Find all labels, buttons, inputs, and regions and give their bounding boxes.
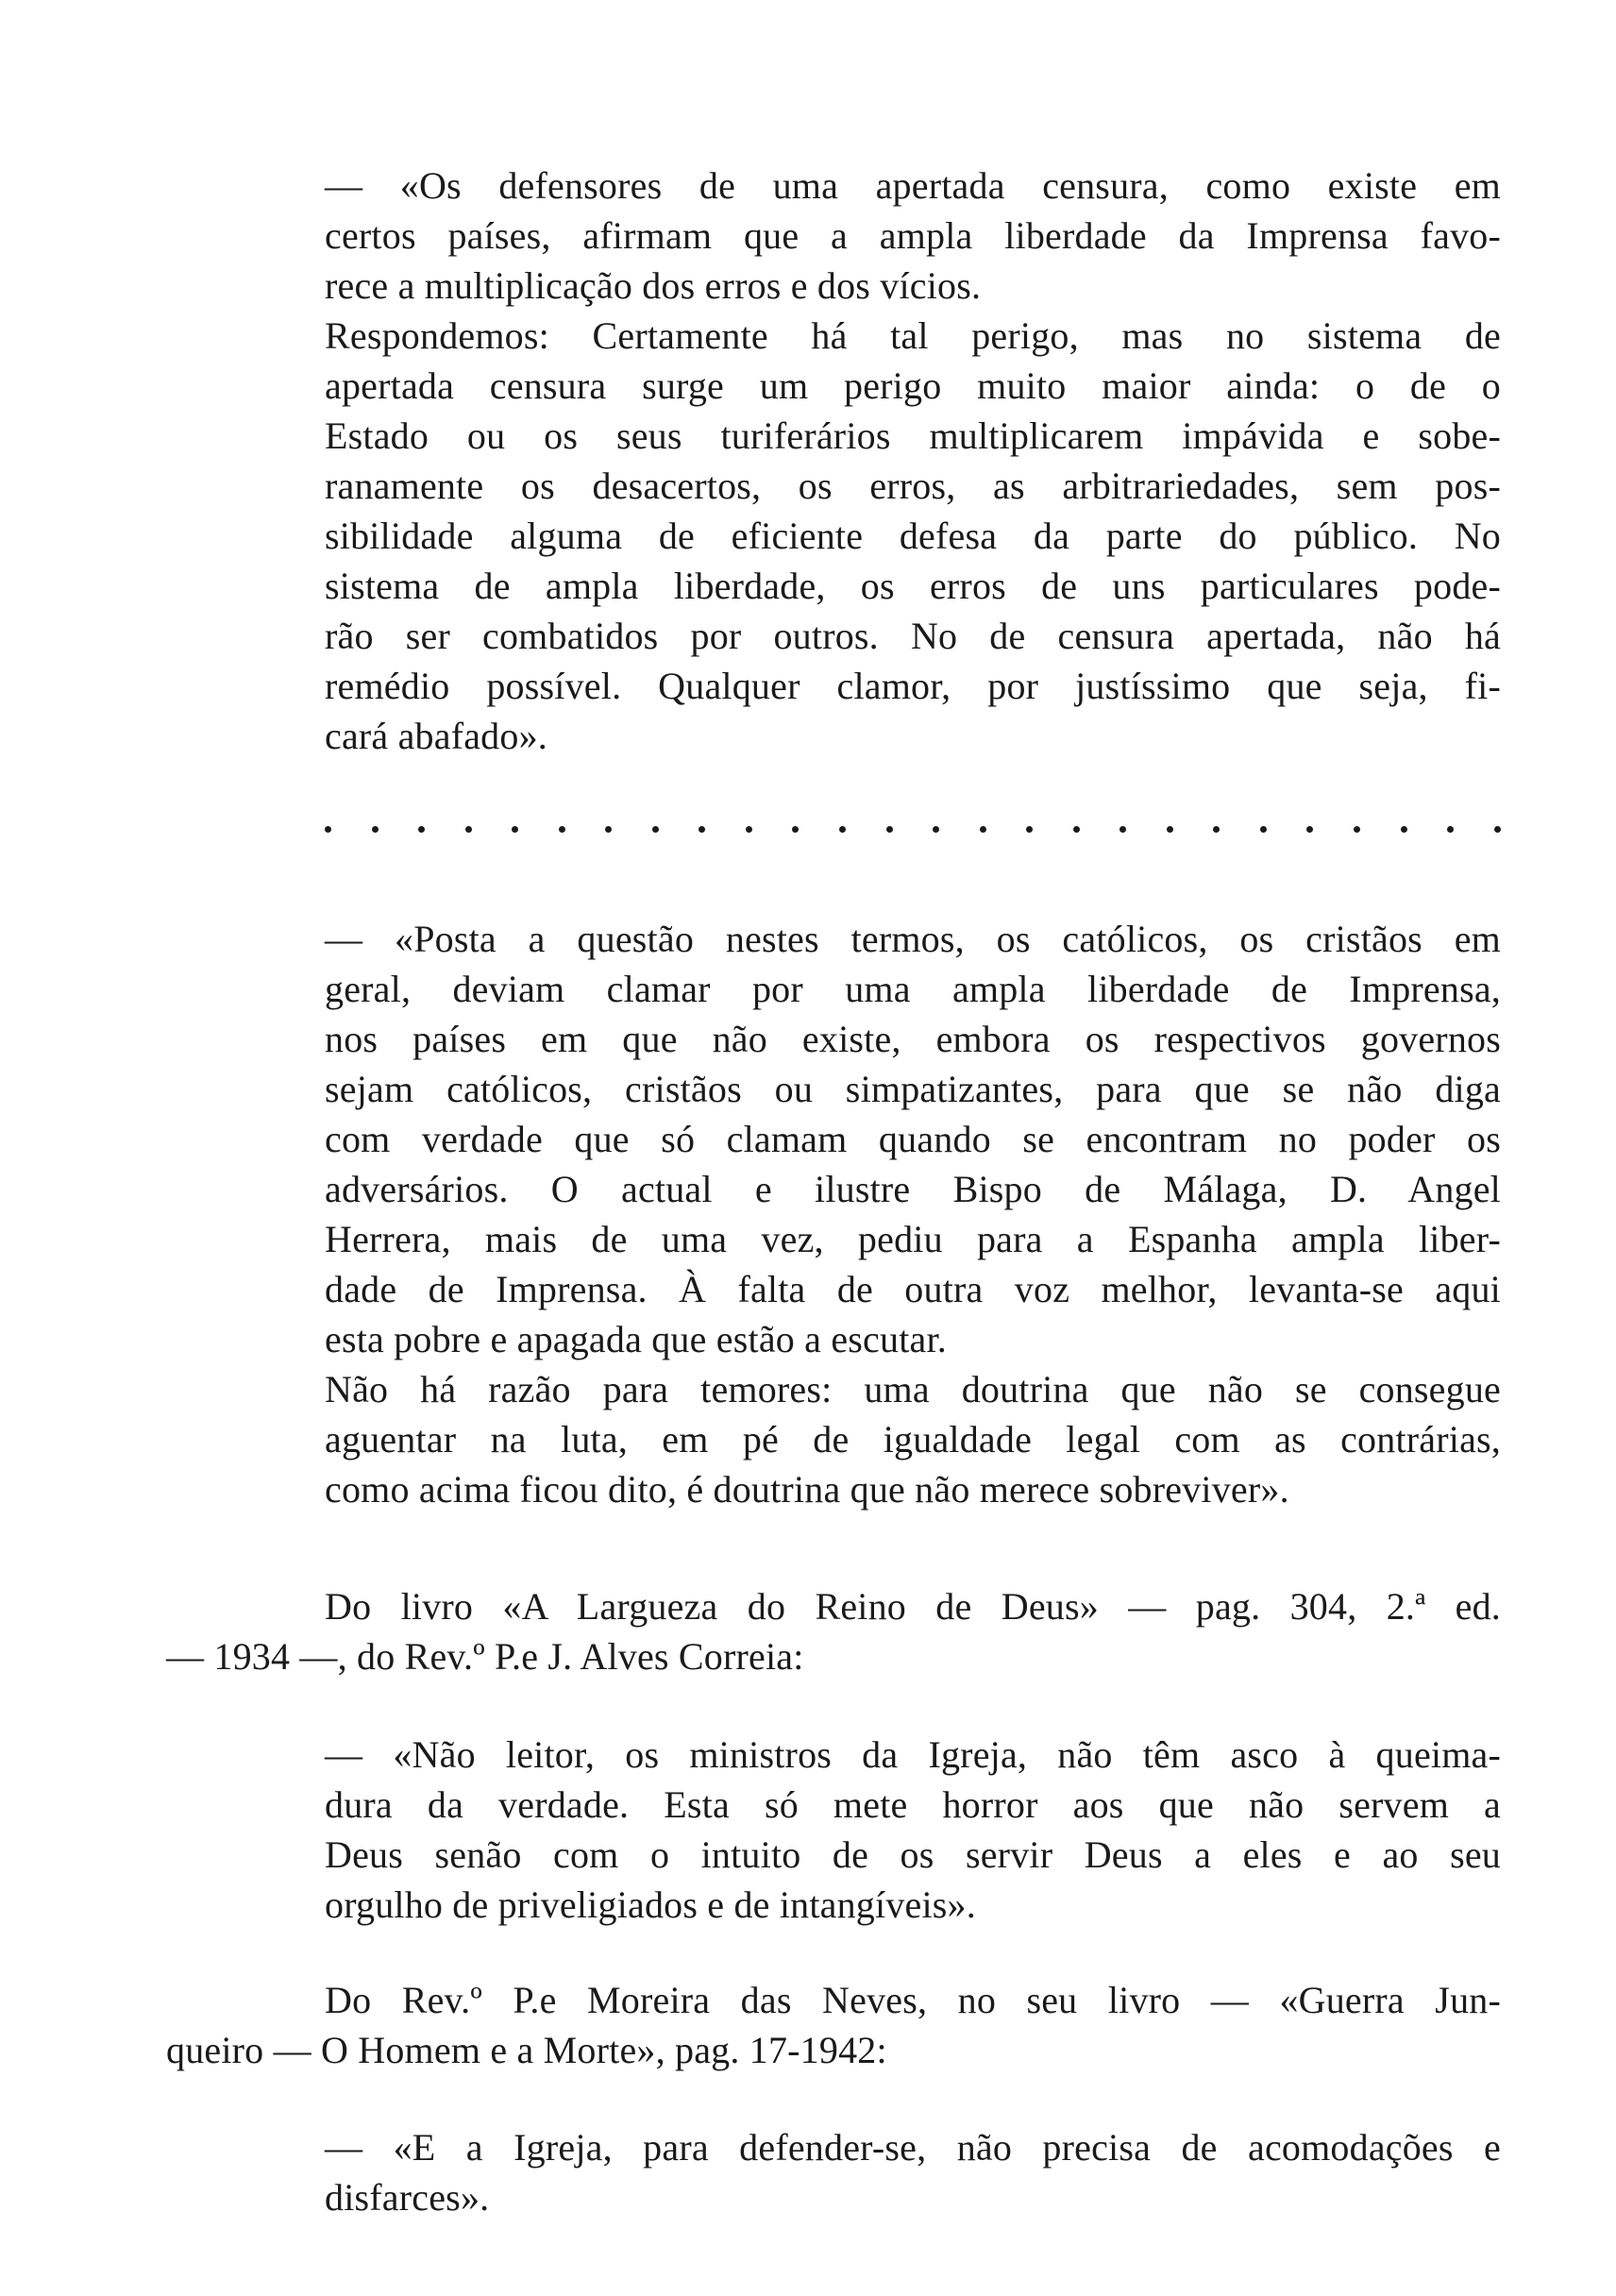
text-line: — «Os defensores de uma apertada censura, como existe em [325,164,1501,207]
text-line: cará abafado». [325,715,547,757]
separator-dot [1167,826,1173,833]
text-line: disfarces». [325,2176,490,2219]
text-line: dade de Imprensa. À falta de outra voz melhor, levanta-se aqui [325,1268,1501,1310]
separator-dot [699,826,705,833]
separator-dot [1073,826,1080,833]
separator-dot [1260,826,1267,833]
text-line: Estado ou os seus turiferários multiplicarem impávida e sobe- [325,414,1501,457]
separator-dot [325,826,331,833]
text-line: Do Rev.º P.e Moreira das Neves, no seu livro — «Guerra Jun- [325,1979,1501,2021]
separator-dot [652,826,659,833]
separator-dot [839,826,846,833]
text-line: dura da verdade. Esta só mete horror aos que não servem a [325,1783,1501,1826]
text-line: sistema de ampla liberdade, os erros de uns particulares pode- [325,565,1501,607]
text-line: — 1934 —, do Rev.º P.e J. Alves Correia: [166,1635,804,1678]
text-line: — «Posta a questão nestes termos, os católicos, os cristãos em [325,918,1501,960]
separator-dot [1447,826,1454,833]
separator-dot [746,826,752,833]
text-line: rece a multiplicação dos erros e dos vícios. [325,264,982,307]
separator-dot [1026,826,1033,833]
quote-block-censura [325,160,1501,761]
text-line: nos países em que não existe, embora os respectivos governos [325,1018,1501,1060]
separator-dot [933,826,939,833]
separator-dot [1119,826,1126,833]
text-line: certos países, afirmam que a ampla liberdade da Imprensa favo- [325,214,1501,257]
text-line: sejam católicos, cristãos ou simpatizantes, para que se não diga [325,1068,1501,1110]
separator-dot [559,826,565,833]
separator-dot [1213,826,1220,833]
text-line: rão ser combatidos por outros. No de censura apertada, não há [325,615,1501,657]
separator-dot [980,826,986,833]
quote-block-liberdade [325,914,1501,1514]
text-line: geral, deviam clamar por uma ampla liberdade de Imprensa, [325,968,1501,1010]
separator-dot [372,826,379,833]
quote-block-igreja-verdade [325,1730,1501,1930]
separator-dot [512,826,518,833]
text-line: queiro — O Homem e a Morte», pag. 17-1942: [166,2029,887,2071]
separator-dot [465,826,472,833]
text-line: adversários. O actual e ilustre Bispo de Málaga, D. Angel [325,1168,1501,1210]
separator-dot [1494,826,1501,833]
separator-dot [1306,826,1313,833]
text-line: Herrera, mais de uma vez, pediu para a Espanha ampla liber- [325,1218,1501,1260]
text-line: sibilidade alguma de eficiente defesa da parte do público. No [325,515,1501,557]
text-line: aguentar na luta, em pé de igualdade legal com as contrárias, [325,1418,1501,1460]
dotted-separator [325,810,1501,848]
text-line: apertada censura surge um perigo muito maior ainda: o de o [325,364,1501,407]
text-line: Respondemos: Certamente há tal perigo, mas no sistema de [325,314,1501,357]
text-line: com verdade que só clamam quando se encontram no poder os [325,1118,1501,1160]
separator-dot [1354,826,1360,833]
quote-block-acomodacoes [325,2122,1501,2222]
separator-dot [1401,826,1407,833]
separator-dot [792,826,799,833]
text-line: Deus senão com o intuito de os servir Deus a eles e ao seu [325,1833,1501,1876]
separator-dot [418,826,425,833]
text-line: orgulho de priveligiados e de intangíveis». [325,1883,976,1926]
separator-dot [605,826,612,833]
text-line: — «E a Igreja, para defender-se, não precisa de acomodações e [325,2126,1501,2169]
text-line: ranamente os desacertos, os erros, as arbitrariedades, sem pos- [325,464,1501,507]
source-paragraph-largueza [166,1581,1501,1681]
text-line: como acima ficou dito, é doutrina que não merece sobreviver». [325,1468,1289,1511]
text-line: — «Não leitor, os ministros da Igreja, não têm asco à queima- [325,1733,1501,1776]
text-line: remédio possível. Qualquer clamor, por justíssimo que seja, fi- [325,665,1501,707]
text-line: Não há razão para temores: uma doutrina que não se consegue [325,1368,1501,1410]
text-line: esta pobre e apagada que estão a escutar. [325,1318,947,1360]
text-line: Do livro «A Largueza do Reino de Deus» — pag. 304, 2.ª ed. [325,1585,1501,1628]
source-paragraph-guerra-junqueiro [166,1975,1501,2075]
separator-dot [886,826,893,833]
